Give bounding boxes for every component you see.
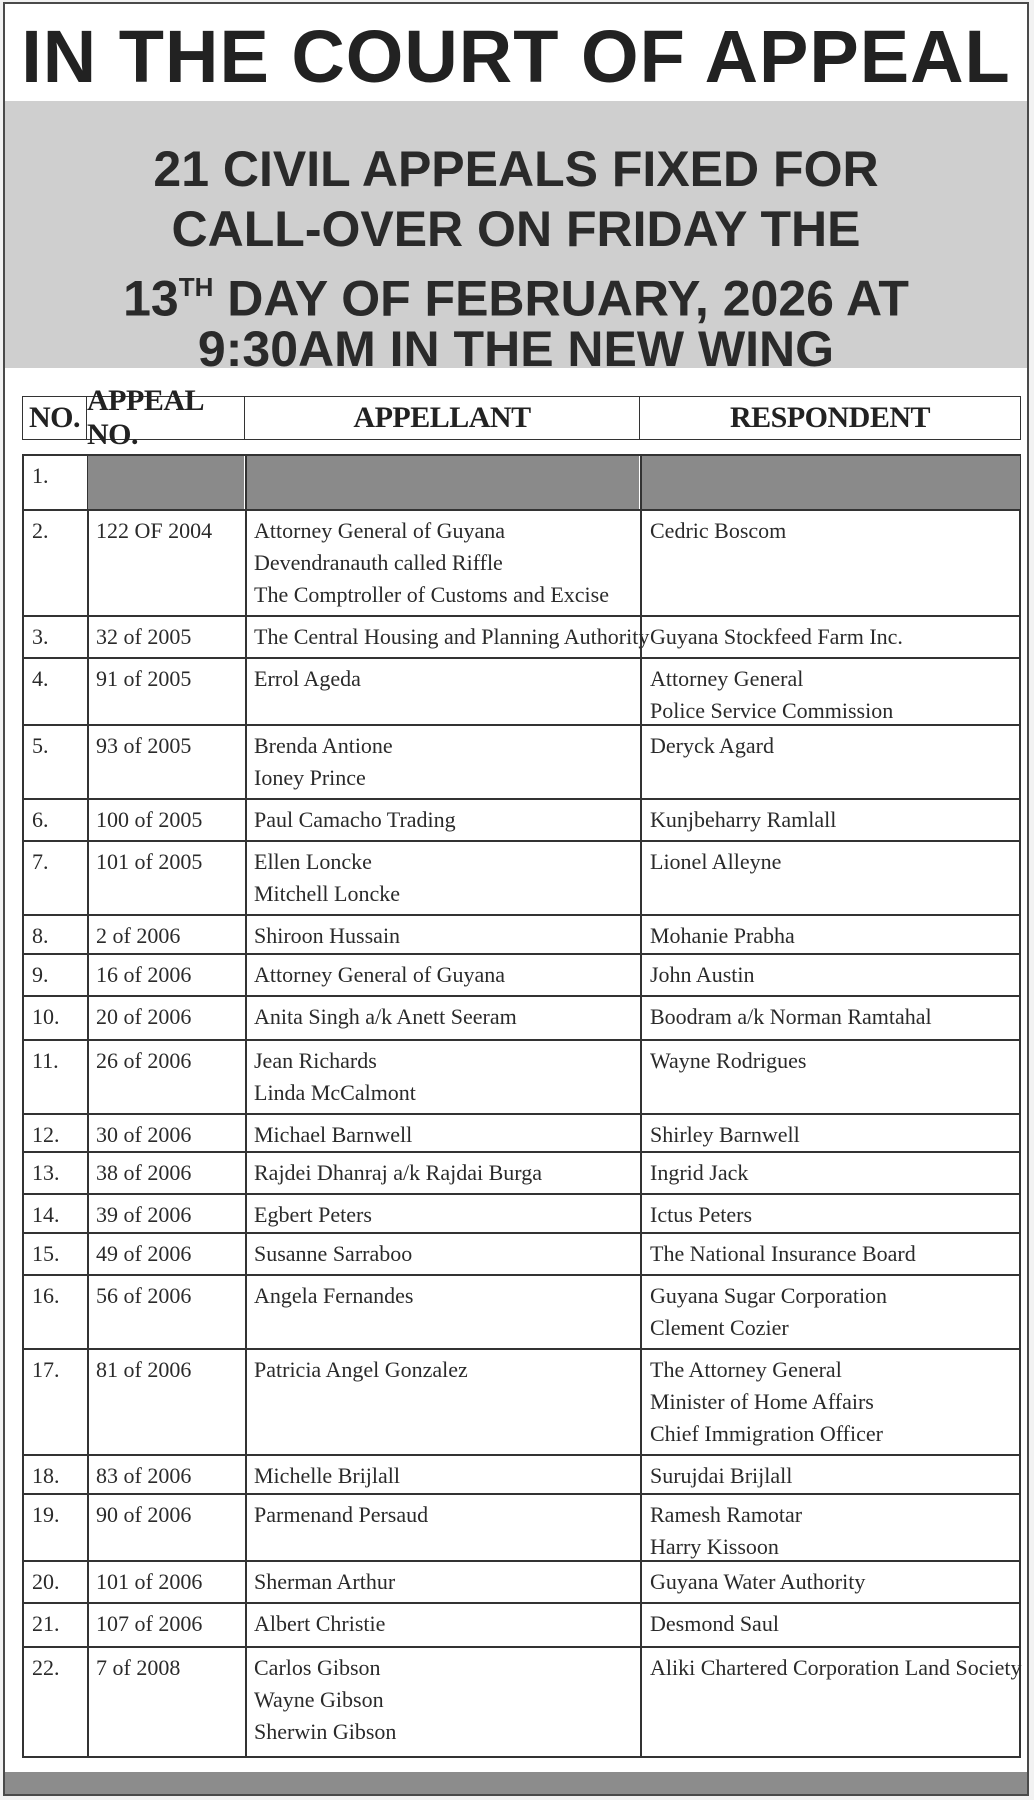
row-number: 9. (32, 962, 49, 987)
respondent-cell (650, 1199, 752, 1231)
appellant-cell (254, 1608, 385, 1640)
row-number: 2. (32, 518, 49, 543)
respondent-cell (650, 1608, 779, 1640)
respondent-cell (650, 515, 786, 547)
banner-day-suffix: TH (178, 272, 214, 302)
row-number: 12. (32, 1122, 60, 1147)
appellant-cell (254, 1001, 517, 1033)
row-number: 6. (32, 807, 49, 832)
appellant-cell (254, 1157, 542, 1189)
appeal-number: 49 of 2006 (96, 1241, 192, 1266)
appellant-name: Ioney Prince (254, 765, 366, 790)
respondent-name: Wayne Rodrigues (650, 1048, 807, 1073)
appellant-cell (254, 621, 649, 653)
table-row (24, 1234, 1019, 1276)
appellant-name: Carlos Gibson (254, 1655, 381, 1680)
appellant-name: Albert Christie (254, 1611, 386, 1636)
respondent-cell (650, 1157, 748, 1189)
appellant-name: Shiroon Hussain (254, 923, 401, 948)
appellant-cell (254, 730, 393, 794)
respondent-cell (650, 1354, 883, 1450)
respondent-name: Ictus Peters (650, 1202, 753, 1227)
row-number: 1. (32, 463, 49, 488)
respondent-name: Deryck Agard (650, 733, 775, 758)
appellant-name: Michael Barnwell (254, 1122, 413, 1147)
appeal-number: 107 of 2006 (96, 1611, 203, 1636)
appellant-name: Ellen Loncke (254, 849, 372, 874)
appeal-number: 100 of 2005 (96, 807, 203, 832)
respondent-cell (650, 1652, 1021, 1684)
appellant-name: Susanne Sarraboo (254, 1241, 413, 1266)
row-number: 3. (32, 624, 49, 649)
appellant-name: Parmenand Persaud (254, 1502, 429, 1527)
table-row (24, 1195, 1019, 1234)
appellant-cell (254, 1652, 396, 1748)
appellant-name: Attorney General of Guyana (254, 962, 506, 987)
appellant-cell (254, 846, 400, 910)
table-row (24, 1153, 1019, 1195)
row-number: 13. (32, 1160, 60, 1185)
row-number: 15. (32, 1241, 60, 1266)
appellant-name: Wayne Gibson (254, 1687, 384, 1712)
row-number: 4. (32, 666, 49, 691)
appeal-number: 91 of 2005 (96, 666, 192, 691)
respondent-name: Lionel Alleyne (650, 849, 782, 874)
table-row (24, 1350, 1019, 1456)
redacted-cell (642, 456, 1020, 509)
appellant-cell (254, 920, 400, 952)
respondent-cell (650, 730, 774, 762)
row-number: 17. (32, 1357, 60, 1382)
appellant-cell (254, 1238, 412, 1270)
appellant-name: Paul Camacho Trading (254, 807, 456, 832)
row-number: 16. (32, 1283, 60, 1308)
appellant-name: Rajdei Dhanraj a/k Rajdai Burga (254, 1160, 542, 1185)
row-number: 21. (32, 1611, 60, 1636)
table-row (24, 1041, 1019, 1115)
table-row (24, 726, 1019, 800)
respondent-cell (650, 1045, 806, 1077)
respondent-name: Guyana Stockfeed Farm Inc. (650, 624, 903, 649)
header-no: NO. (23, 397, 87, 439)
respondent-cell (650, 846, 781, 878)
respondent-name: Aliki Chartered Corporation Land Society (650, 1655, 1022, 1680)
appellant-name: Mitchell Loncke (254, 881, 401, 906)
table-row (24, 1562, 1019, 1604)
respondent-name: Ramesh Ramotar (650, 1502, 803, 1527)
header-appellant: APPELLANT (245, 397, 640, 439)
respondent-name: Boodram a/k Norman Ramtahal (650, 1004, 932, 1029)
row-number: 14. (32, 1202, 60, 1227)
respondent-cell (650, 1566, 865, 1598)
table-row (24, 955, 1019, 997)
respondent-name: The Attorney General (650, 1357, 842, 1382)
appeal-number: 122 OF 2004 (96, 518, 213, 543)
table-row (24, 1495, 1019, 1562)
respondent-name: Harry Kissoon (650, 1534, 779, 1559)
appeal-number: 90 of 2006 (96, 1502, 192, 1527)
appeal-number: 38 of 2006 (96, 1160, 192, 1185)
table-row (24, 1276, 1019, 1350)
appellant-cell (254, 1045, 416, 1109)
appellant-name: Linda McCalmont (254, 1080, 416, 1105)
respondent-cell (650, 920, 795, 952)
respondent-name: Clement Cozier (650, 1315, 789, 1340)
appellant-cell (254, 1566, 395, 1598)
respondent-cell (650, 1001, 932, 1033)
appeal-number: 30 of 2006 (96, 1122, 192, 1147)
row-number: 19. (32, 1502, 60, 1527)
row-number: 18. (32, 1463, 60, 1488)
appeals-table (22, 454, 1021, 1758)
appellant-cell (254, 1499, 428, 1531)
appeal-number: 101 of 2006 (96, 1569, 203, 1594)
appellant-name: Patricia Angel Gonzalez (254, 1357, 468, 1382)
respondent-cell (650, 1119, 800, 1151)
appellant-cell (254, 1280, 413, 1312)
respondent-name: Ingrid Jack (650, 1160, 749, 1185)
table-row (24, 997, 1019, 1041)
appeal-number: 93 of 2005 (96, 733, 192, 758)
appeal-number: 20 of 2006 (96, 1004, 192, 1029)
table-row (24, 1604, 1019, 1648)
appeal-number: 2 of 2006 (96, 923, 181, 948)
page-title: IN THE COURT OF APPEAL (21, 15, 1011, 98)
table-row (24, 617, 1019, 659)
appeal-number: 56 of 2006 (96, 1283, 192, 1308)
banner-date-rest: DAY OF FEBRUARY, 2026 AT (213, 270, 909, 327)
table-row (24, 1115, 1019, 1153)
redacted-cell (247, 456, 639, 509)
appeal-number: 81 of 2006 (96, 1357, 192, 1382)
appeal-number: 83 of 2006 (96, 1463, 192, 1488)
appellant-cell (254, 959, 505, 991)
appellant-cell (254, 515, 609, 611)
appellant-name: The Comptroller of Customs and Excise (254, 582, 609, 607)
row-number: 8. (32, 923, 49, 948)
table-header (22, 384, 1021, 451)
header-appeal-no: APPEAL NO. (87, 397, 245, 439)
appellant-name: Sherman Arthur (254, 1569, 396, 1594)
appellant-name: Attorney General of Guyana (254, 518, 506, 543)
table-row (24, 659, 1019, 726)
header-respondent: RESPONDENT (729, 401, 931, 434)
appellant-name: Michelle Brijlall (254, 1463, 401, 1488)
notice-frame (3, 2, 1029, 1796)
appeal-number: 26 of 2006 (96, 1048, 192, 1073)
respondent-name: Surujdai Brijlall (650, 1463, 793, 1488)
appeal-number: 39 of 2006 (96, 1202, 192, 1227)
appellant-name: The Central Housing and Planning Authority (254, 624, 650, 649)
respondent-name: Minister of Home Affairs (650, 1389, 874, 1414)
respondent-cell (650, 663, 893, 727)
table-row (24, 511, 1019, 617)
banner-line-4: 9:30AM IN THE NEW WING (197, 321, 835, 377)
banner-line-2: CALL-OVER ON FRIDAY THE (171, 201, 861, 257)
appellant-name: Angela Fernandes (254, 1283, 414, 1308)
respondent-name: Mohanie Prabha (650, 923, 795, 948)
appellant-name: Devendranauth called Riffle (254, 550, 503, 575)
banner-line-1: 21 CIVIL APPEALS FIXED FOR (153, 141, 879, 197)
respondent-cell (650, 1280, 887, 1344)
table-row (24, 800, 1019, 842)
appellant-cell (254, 1199, 372, 1231)
table-row (24, 1648, 1022, 1754)
row-number: 20. (32, 1569, 60, 1594)
respondent-name: Shirley Barnwell (650, 1122, 800, 1147)
respondent-name: Police Service Commission (650, 698, 894, 723)
appellant-cell (254, 1354, 468, 1386)
respondent-name: Guyana Sugar Corporation (650, 1283, 888, 1308)
appeal-number: 7 of 2008 (96, 1655, 181, 1680)
appeal-number: 101 of 2005 (96, 849, 203, 874)
redacted-cell (88, 456, 244, 509)
appellant-cell (254, 663, 361, 695)
appeal-number: 32 of 2005 (96, 624, 192, 649)
respondent-name: Kunjbeharry Ramlall (650, 807, 837, 832)
row-number: 11. (32, 1048, 59, 1073)
respondent-cell (650, 1238, 916, 1270)
appellant-cell (254, 1460, 400, 1492)
appellant-cell (254, 804, 456, 836)
respondent-name: The National Insurance Board (650, 1241, 916, 1266)
row-number: 22. (32, 1655, 60, 1680)
row-number: 7. (32, 849, 49, 874)
respondent-name: John Austin (650, 962, 755, 987)
respondent-name: Desmond Saul (650, 1611, 779, 1636)
respondent-name: Attorney General (650, 666, 804, 691)
respondent-name: Guyana Water Authority (650, 1569, 866, 1594)
table-row (24, 916, 1019, 955)
appellant-name: Brenda Antione (254, 733, 393, 758)
respondent-cell (650, 959, 755, 991)
respondent-cell (650, 1460, 792, 1492)
appellant-name: Egbert Peters (254, 1202, 372, 1227)
banner-day: 13 (123, 270, 179, 327)
footer-bar (5, 1772, 1027, 1794)
appeal-number: 16 of 2006 (96, 962, 192, 987)
appellant-name: Jean Richards (254, 1048, 377, 1073)
appellant-name: Errol Ageda (254, 666, 361, 691)
table-row (24, 842, 1019, 916)
row-number: 5. (32, 733, 49, 758)
table-row (24, 456, 1019, 511)
respondent-cell (650, 1499, 802, 1563)
notice-banner (5, 101, 1027, 377)
respondent-cell (650, 804, 836, 836)
appellant-name: Sherwin Gibson (254, 1719, 397, 1744)
appellant-name: Anita Singh a/k Anett Seeram (254, 1004, 517, 1029)
row-number: 10. (32, 1004, 60, 1029)
respondent-name: Cedric Boscom (650, 518, 787, 543)
respondent-cell (650, 621, 903, 653)
table-row (24, 1456, 1019, 1495)
appellant-cell (254, 1119, 412, 1151)
respondent-name: Chief Immigration Officer (650, 1421, 883, 1446)
